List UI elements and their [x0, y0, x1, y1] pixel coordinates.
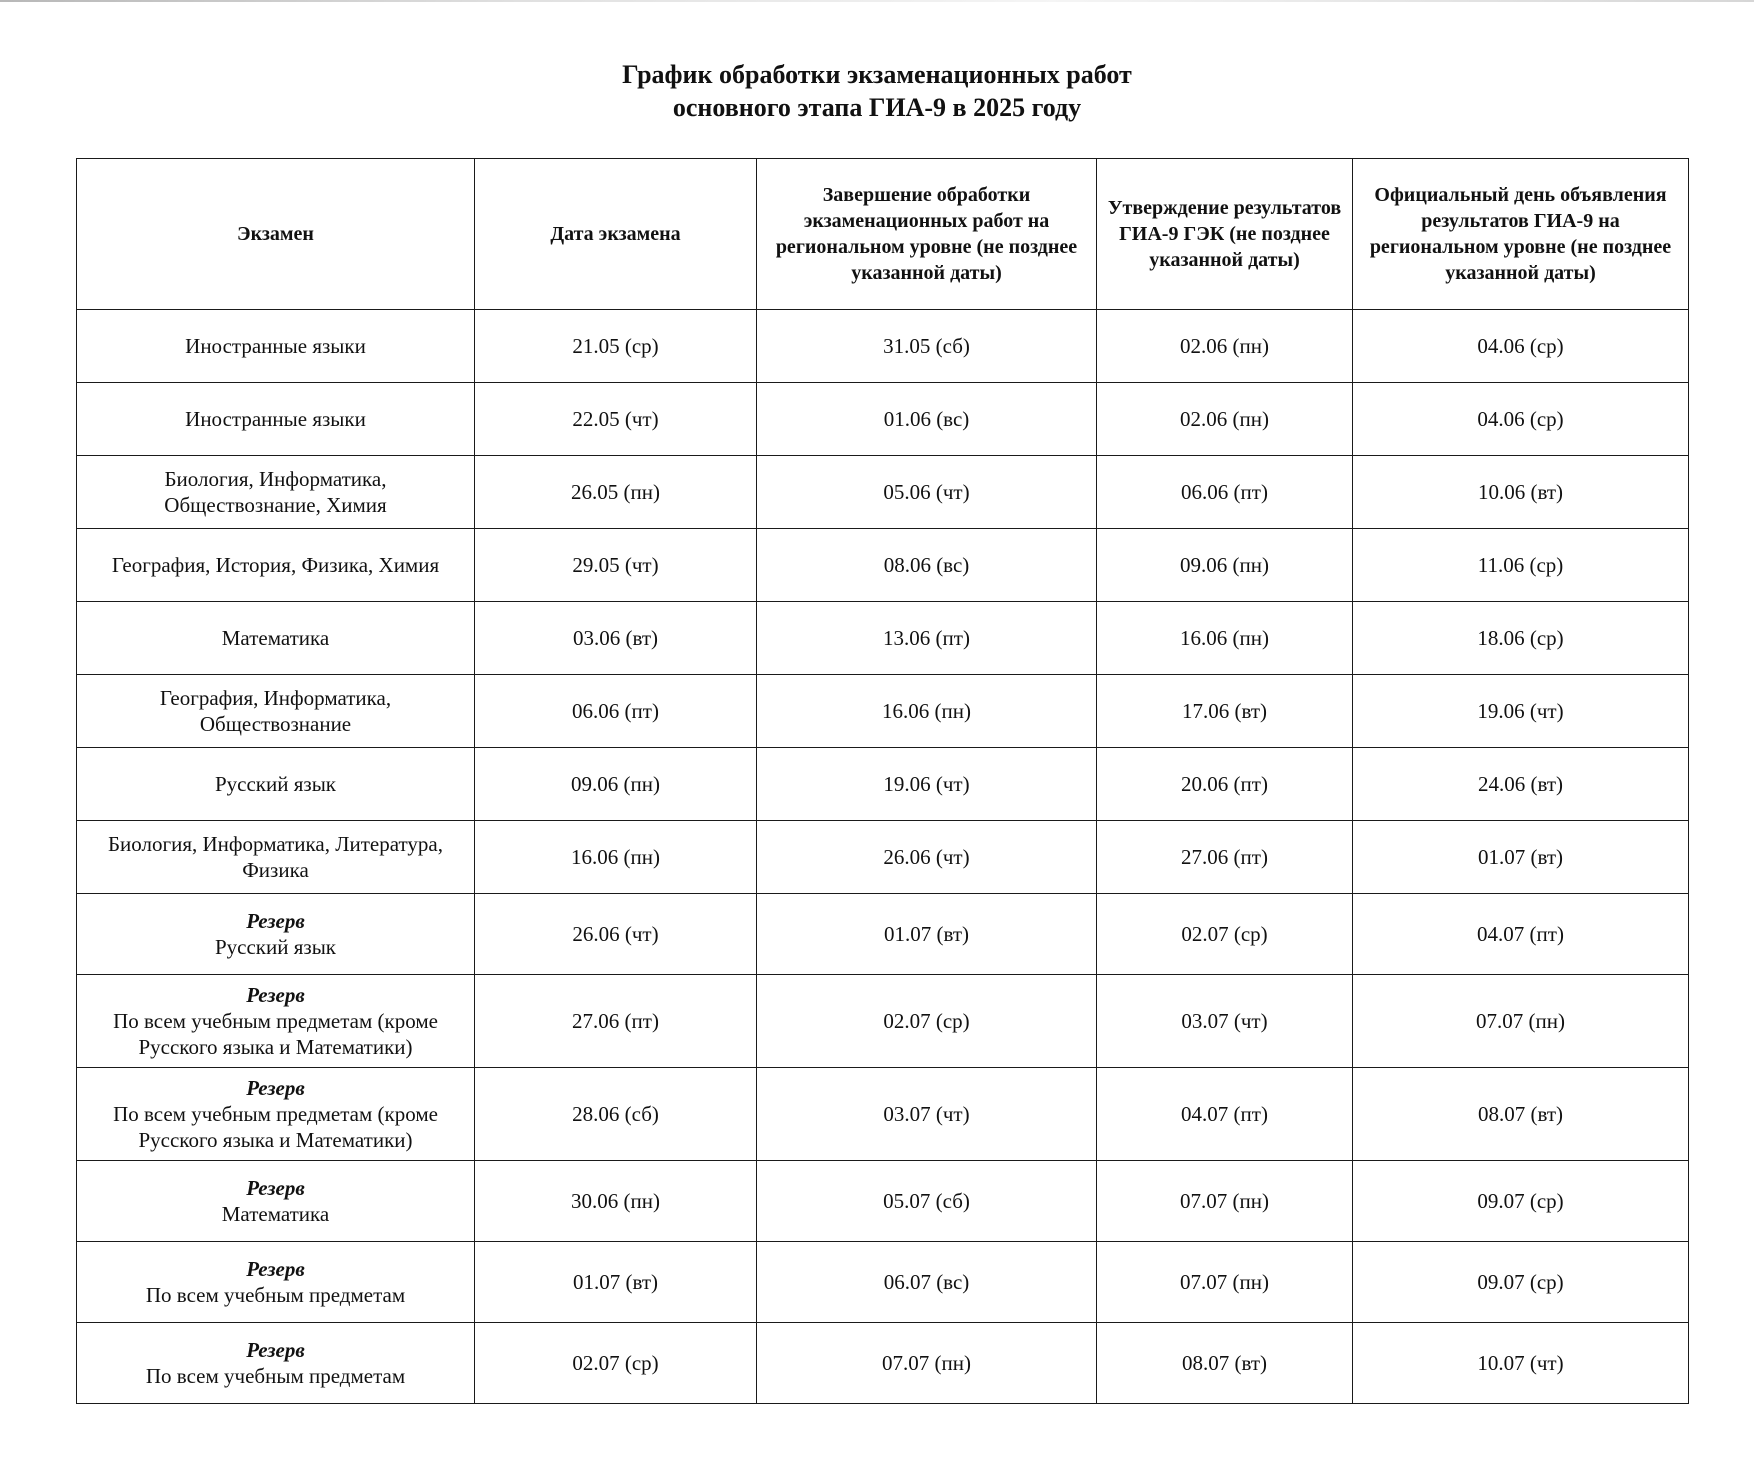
exam-subjects: По всем учебным предметам [145, 1364, 406, 1388]
reserve-label: Резерв [246, 1076, 305, 1100]
table-row [77, 1242, 1689, 1323]
cell-announcement: 04.06 (ср) [1353, 310, 1689, 383]
cell-approval: 20.06 (пт) [1097, 748, 1353, 821]
cell-approval: 02.06 (пн) [1097, 383, 1353, 456]
cell-approval: 07.07 (пн) [1097, 1161, 1353, 1242]
exam-subjects: География, Информатика, Обществознание [159, 686, 392, 736]
cell-exam [77, 310, 475, 383]
exam-subjects: Математика [221, 1202, 330, 1226]
exam-subjects: Математика [221, 626, 330, 650]
exam-subjects: Русский язык [214, 772, 337, 796]
cell-approval: 02.06 (пн) [1097, 310, 1353, 383]
header-date: Дата экзамена [475, 159, 757, 310]
cell-approval: 17.06 (вт) [1097, 675, 1353, 748]
cell-exam [77, 1068, 475, 1161]
reserve-label: Резерв [246, 1257, 305, 1281]
header-exam: Экзамен [77, 159, 475, 310]
cell-exam [77, 821, 475, 894]
cell-exam-date: 06.06 (пт) [475, 675, 757, 748]
cell-exam-date: 29.05 (чт) [475, 529, 757, 602]
cell-processing-end: 19.06 (чт) [757, 748, 1097, 821]
cell-processing-end: 03.07 (чт) [757, 1068, 1097, 1161]
exam-subjects: Иностранные языки [185, 334, 366, 358]
cell-exam-date: 16.06 (пн) [475, 821, 757, 894]
cell-approval: 06.06 (пт) [1097, 456, 1353, 529]
cell-processing-end: 02.07 (ср) [757, 975, 1097, 1068]
cell-processing-end: 13.06 (пт) [757, 602, 1097, 675]
cell-approval: 02.07 (ср) [1097, 894, 1353, 975]
cell-exam [77, 975, 475, 1068]
cell-exam [77, 894, 475, 975]
cell-exam-date: 09.06 (пн) [475, 748, 757, 821]
table-row [77, 894, 1689, 975]
reserve-label: Резерв [246, 1338, 305, 1362]
cell-approval: 09.06 (пн) [1097, 529, 1353, 602]
exam-subjects: Русский язык [214, 935, 337, 959]
cell-exam [77, 1161, 475, 1242]
cell-exam-date: 22.05 (чт) [475, 383, 757, 456]
cell-exam-date: 28.06 (сб) [475, 1068, 757, 1161]
cell-announcement: 10.07 (чт) [1353, 1323, 1689, 1404]
reserve-label: Резерв [246, 983, 305, 1007]
scan-edge-line [0, 0, 1754, 2]
table-row [77, 1068, 1689, 1161]
table-row [77, 602, 1689, 675]
cell-announcement: 19.06 (чт) [1353, 675, 1689, 748]
cell-exam [77, 748, 475, 821]
cell-processing-end: 05.07 (сб) [757, 1161, 1097, 1242]
table-row [77, 1323, 1689, 1404]
cell-processing-end: 07.07 (пн) [757, 1323, 1097, 1404]
cell-approval: 16.06 (пн) [1097, 602, 1353, 675]
table-row [77, 975, 1689, 1068]
table-row [77, 383, 1689, 456]
document-title [0, 58, 1754, 124]
cell-announcement: 24.06 (вт) [1353, 748, 1689, 821]
cell-announcement: 04.07 (пт) [1353, 894, 1689, 975]
cell-approval: 08.07 (вт) [1097, 1323, 1353, 1404]
cell-processing-end: 08.06 (вс) [757, 529, 1097, 602]
cell-exam [77, 675, 475, 748]
cell-exam-date: 30.06 (пн) [475, 1161, 757, 1242]
exam-subjects: Иностранные языки [185, 407, 366, 431]
exam-subjects: По всем учебным предметам (кроме Русского языка и Математики) [113, 1102, 438, 1152]
table-row [77, 456, 1689, 529]
cell-announcement: 10.06 (вт) [1353, 456, 1689, 529]
cell-approval: 27.06 (пт) [1097, 821, 1353, 894]
header-announcement: Официальный день объявления результатов ГИА-9 на региональном уровне (не позднее указанной даты) [1353, 159, 1689, 310]
cell-exam [77, 1242, 475, 1323]
exam-subjects: География, История, Физика, Химия [111, 553, 440, 577]
cell-processing-end: 05.06 (чт) [757, 456, 1097, 529]
cell-exam [77, 383, 475, 456]
cell-announcement: 07.07 (пн) [1353, 975, 1689, 1068]
table-row [77, 821, 1689, 894]
table-header-row [77, 159, 1689, 310]
cell-exam [77, 456, 475, 529]
cell-exam-date: 27.06 (пт) [475, 975, 757, 1068]
title-line-2: основного этапа ГИА-9 в 2025 году [672, 93, 1082, 122]
table-row [77, 748, 1689, 821]
cell-announcement: 09.07 (ср) [1353, 1161, 1689, 1242]
table-row [77, 529, 1689, 602]
exam-subjects: Биология, Информатика, Обществознание, Химия [164, 467, 387, 517]
cell-exam-date: 01.07 (вт) [475, 1242, 757, 1323]
table-row [77, 1161, 1689, 1242]
header-processing-end: Завершение обработки экзаменационных работ на региональном уровне (не позднее указанной даты) [757, 159, 1097, 310]
cell-exam-date: 03.06 (вт) [475, 602, 757, 675]
header-approval: Утверждение результатов ГИА-9 ГЭК (не позднее указанной даты) [1097, 159, 1353, 310]
cell-announcement: 11.06 (ср) [1353, 529, 1689, 602]
cell-processing-end: 26.06 (чт) [757, 821, 1097, 894]
cell-exam-date: 26.06 (чт) [475, 894, 757, 975]
cell-announcement: 01.07 (вт) [1353, 821, 1689, 894]
cell-exam-date: 02.07 (ср) [475, 1323, 757, 1404]
cell-exam [77, 602, 475, 675]
table-row [77, 675, 1689, 748]
cell-approval: 04.07 (пт) [1097, 1068, 1353, 1161]
cell-approval: 03.07 (чт) [1097, 975, 1353, 1068]
cell-processing-end: 06.07 (вс) [757, 1242, 1097, 1323]
cell-exam-date: 21.05 (ср) [475, 310, 757, 383]
exam-subjects: По всем учебным предметам (кроме Русского языка и Математики) [113, 1009, 438, 1059]
cell-exam [77, 529, 475, 602]
cell-exam-date: 26.05 (пн) [475, 456, 757, 529]
reserve-label: Резерв [246, 1176, 305, 1200]
cell-processing-end: 31.05 (сб) [757, 310, 1097, 383]
cell-approval: 07.07 (пн) [1097, 1242, 1353, 1323]
table-row [77, 310, 1689, 383]
cell-announcement: 04.06 (ср) [1353, 383, 1689, 456]
title-line-1: График обработки экзаменационных работ [622, 60, 1132, 89]
cell-processing-end: 16.06 (пн) [757, 675, 1097, 748]
exam-subjects: Биология, Информатика, Литература, Физика [108, 832, 443, 882]
cell-announcement: 09.07 (ср) [1353, 1242, 1689, 1323]
cell-announcement: 08.07 (вт) [1353, 1068, 1689, 1161]
schedule-table [76, 158, 1689, 1404]
reserve-label: Резерв [246, 909, 305, 933]
cell-processing-end: 01.07 (вт) [757, 894, 1097, 975]
exam-subjects: По всем учебным предметам [145, 1283, 406, 1307]
schedule-body [77, 310, 1689, 1404]
cell-announcement: 18.06 (ср) [1353, 602, 1689, 675]
cell-processing-end: 01.06 (вс) [757, 383, 1097, 456]
cell-exam [77, 1323, 475, 1404]
